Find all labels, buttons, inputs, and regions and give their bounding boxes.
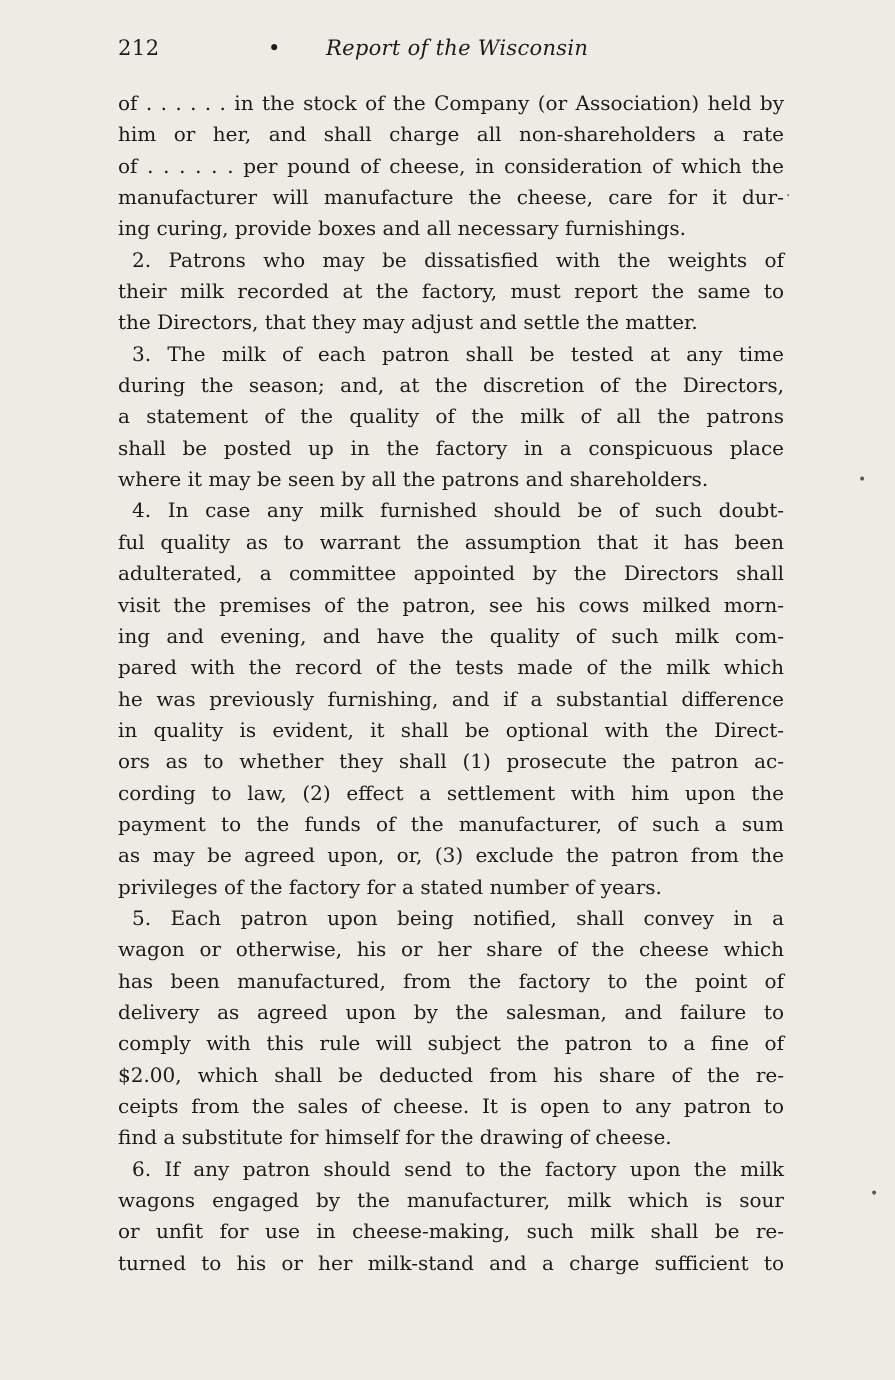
text-line: ceipts from the sales of cheese. It is open to any patron to: [118, 1094, 784, 1118]
running-head: Report of the Wisconsin: [326, 36, 589, 60]
margin-speck: ·: [786, 188, 791, 204]
text-line: ing curing, provide boxes and all necessary furnishings.: [118, 216, 686, 241]
text-line: privileges of the factory for a stated number of years.: [118, 874, 662, 899]
text-line: 3. The milk of each patron shall be tested at any time: [132, 341, 784, 366]
margin-speck: •: [870, 1186, 879, 1202]
text-line: comply with this rule will subject the patron to a fine of: [118, 1031, 784, 1056]
header-separator: •: [268, 36, 281, 60]
body-text: [118, 88, 784, 1279]
text-line: has been manufactured, from the factory to the point of: [118, 968, 784, 993]
text-line: payment to the funds of the manufacturer, of such a sum: [118, 811, 784, 836]
text-line: or unfit for use in cheese-making, such milk shall be re-: [118, 1219, 784, 1244]
margin-speck: •: [858, 472, 867, 488]
text-line: pared with the record of the tests made of the milk which: [118, 655, 784, 680]
text-line: during the season; and, at the discretion of the Directors,: [118, 373, 784, 398]
text-line: of . . . . . . in the stock of the Company (or Association) held by: [118, 91, 784, 115]
text-line: he was previously furnishing, and if a substantial difference: [118, 686, 784, 711]
text-line: where it may be seen by all the patrons and shareholders.: [118, 467, 709, 492]
page-number: 212: [118, 36, 160, 60]
text-line: in quality is evident, it shall be optional with the Direct-: [118, 717, 784, 742]
text-line: find a substitute for himself for the drawing of cheese.: [118, 1125, 672, 1150]
text-line: of . . . . . . per pound of cheese, in consideration of which the: [118, 153, 784, 178]
text-line: ing and evening, and have the quality of such milk com-: [118, 623, 784, 648]
text-line: delivery as agreed upon by the salesman, and failure to: [118, 999, 784, 1024]
text-line: shall be posted up in the factory in a conspicuous place: [118, 435, 784, 460]
text-line: ful quality as to warrant the assumption that it has been: [118, 529, 784, 554]
text-line: wagons engaged by the manufacturer, milk which is sour: [118, 1188, 784, 1213]
text-line: 5. Each patron upon being notified, shall convey in a: [132, 905, 784, 930]
text-line: 4. In case any milk furnished should be of such doubt-: [132, 498, 784, 523]
page-header: [118, 36, 798, 66]
text-line: 2. Patrons who may be dissatisfied with the weights of: [132, 247, 784, 272]
text-line: wagon or otherwise, his or her share of the cheese which: [118, 937, 784, 962]
text-line: cording to law, (2) effect a settlement with him upon the: [118, 780, 784, 805]
text-line: turned to his or her milk-stand and a charge sufficient to: [118, 1250, 784, 1275]
text-line: $2.00, which shall be deducted from his share of the re-: [118, 1062, 784, 1087]
text-line: him or her, and shall charge all non-shareholders a rate: [118, 122, 784, 147]
text-line: their milk recorded at the factory, must report the same to: [118, 279, 784, 304]
text-line: a statement of the quality of the milk of all the patrons: [118, 404, 784, 429]
text-line: as may be agreed upon, or, (3) exclude the patron from the: [118, 843, 784, 868]
text-line: 6. If any patron should send to the factory upon the milk: [132, 1156, 784, 1181]
text-line: manufacturer will manufacture the cheese, care for it dur-: [118, 185, 784, 210]
text-line: the Directors, that they may adjust and settle the matter.: [118, 310, 698, 335]
text-line: visit the premises of the patron, see his cows milked morn-: [118, 592, 784, 617]
text-line: ors as to whether they shall (1) prosecute the patron ac-: [118, 749, 784, 774]
text-line: adulterated, a committee appointed by the Directors shall: [118, 561, 784, 586]
